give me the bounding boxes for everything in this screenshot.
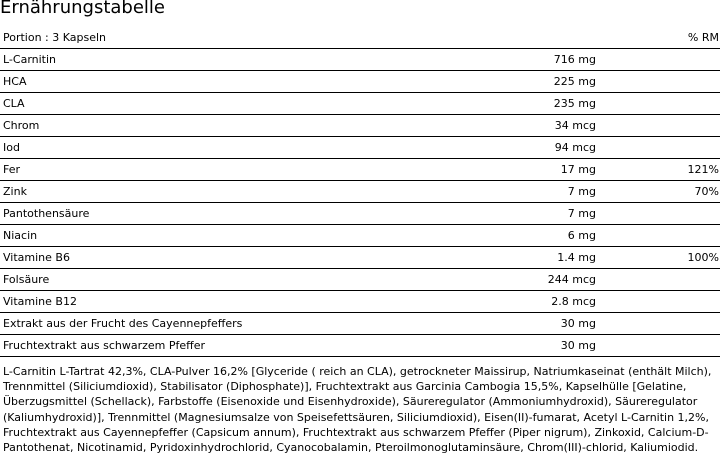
table-row [0, 291, 720, 313]
nutrient-amount: 30 mg [420, 335, 660, 357]
nutrient-name: L-Carnitin [0, 49, 420, 71]
table-row [0, 71, 720, 93]
table-row [0, 335, 720, 357]
table-row [0, 313, 720, 335]
nutrient-amount: 94 mcg [420, 137, 660, 159]
table-row [0, 225, 720, 247]
nutrient-rm: 70% [660, 181, 720, 203]
nutrient-name: Vitamine B12 [0, 291, 420, 313]
table-row [0, 203, 720, 225]
nutrient-rm: 100% [660, 247, 720, 269]
nutrient-rm [660, 269, 720, 291]
table-row [0, 269, 720, 291]
table-row [0, 49, 720, 71]
nutrient-rm [660, 71, 720, 93]
nutrient-name: Pantothensäure [0, 203, 420, 225]
ingredients-text: L-Carnitin L-Tartrat 42,3%, CLA-Pulver 16,2% [Glyceride ( reich an CLA), getrockneter Maissirup, Natriumkaseinat (enthält Milch), Trennmittel (Siliciumdioxid), Stabilisator (Diphosphate)], Fruchtextrakt aus Garcinia Cambogia 15,5%, Kapselhülle [Gelatine, Überzugsmittel (Schellack), Farbstoffe (Eisenoxide und Eisenhydroxide), Säureregulator (Ammoniumhydroxid), Säureregulator (Kaliumhydroxid)], Trennmittel (Magnesiumsalze von Speisefettsäuren, Siliciumdioxid), Eisen(II)-fumarat, Acetyl L-Carnitin 1,2%, Fruchtextrakt aus Cayennepfeffer (Capsicum annum), Fruchtextrakt aus schwarzem Pfeffer (Piper nigrum), Zinkoxid, Calcium-D-Pantothenat, Nicotinamid, Pyridoxinhydrochlorid, Cyanocobalamin, Pteroilmonoglutaminsäure, Chrom(III)-chlorid, Kaliumiodid. [3, 365, 712, 455]
nutrient-name: Folsäure [0, 269, 420, 291]
nutrient-amount: 34 mcg [420, 115, 660, 137]
nutrient-rm [660, 225, 720, 247]
nutrient-name: Vitamine B6 [0, 247, 420, 269]
table-row [0, 247, 720, 269]
nutrient-rm [660, 49, 720, 71]
nutrient-amount: 7 mg [420, 203, 660, 225]
nutrient-rm [660, 137, 720, 159]
nutrient-rm [660, 115, 720, 137]
nutrient-amount: 17 mg [420, 159, 660, 181]
table-row [0, 137, 720, 159]
nutrient-name: Niacin [0, 225, 420, 247]
nutrient-amount: 2.8 mcg [420, 291, 660, 313]
nutrient-amount: 235 mg [420, 93, 660, 115]
nutrient-amount: 716 mg [420, 49, 660, 71]
page-title: Ernährungstabelle [0, 0, 165, 18]
portion-label: Portion : 3 Kapseln [0, 27, 420, 49]
nutrient-amount: 244 mcg [420, 269, 660, 291]
nutrient-name: Chrom [0, 115, 420, 137]
nutrient-rm [660, 313, 720, 335]
nutrient-name: Iod [0, 137, 420, 159]
nutrient-rm [660, 203, 720, 225]
table-row [0, 115, 720, 137]
nutrient-amount: 6 mg [420, 225, 660, 247]
table-row [0, 181, 720, 203]
nutrient-rm [660, 93, 720, 115]
table-row [0, 93, 720, 115]
table-header-row [0, 27, 720, 49]
nutrient-rm: 121% [660, 159, 720, 181]
nutrient-amount: 225 mg [420, 71, 660, 93]
nutrition-table [0, 27, 720, 357]
nutrient-name: Extrakt aus der Frucht des Cayennepfeffers [0, 313, 420, 335]
nutrient-amount: 30 mg [420, 313, 660, 335]
rm-header: % RM [660, 27, 720, 49]
table-row [0, 159, 720, 181]
nutrient-name: Fruchtextrakt aus schwarzem Pfeffer [0, 335, 420, 357]
nutrient-name: Fer [0, 159, 420, 181]
amount-header [420, 27, 660, 49]
nutrient-amount: 1.4 mg [420, 247, 660, 269]
nutrient-name: HCA [0, 71, 420, 93]
nutrient-rm [660, 291, 720, 313]
nutrient-name: Zink [0, 181, 420, 203]
nutrient-amount: 7 mg [420, 181, 660, 203]
nutrient-rm [660, 335, 720, 357]
nutrient-name: CLA [0, 93, 420, 115]
